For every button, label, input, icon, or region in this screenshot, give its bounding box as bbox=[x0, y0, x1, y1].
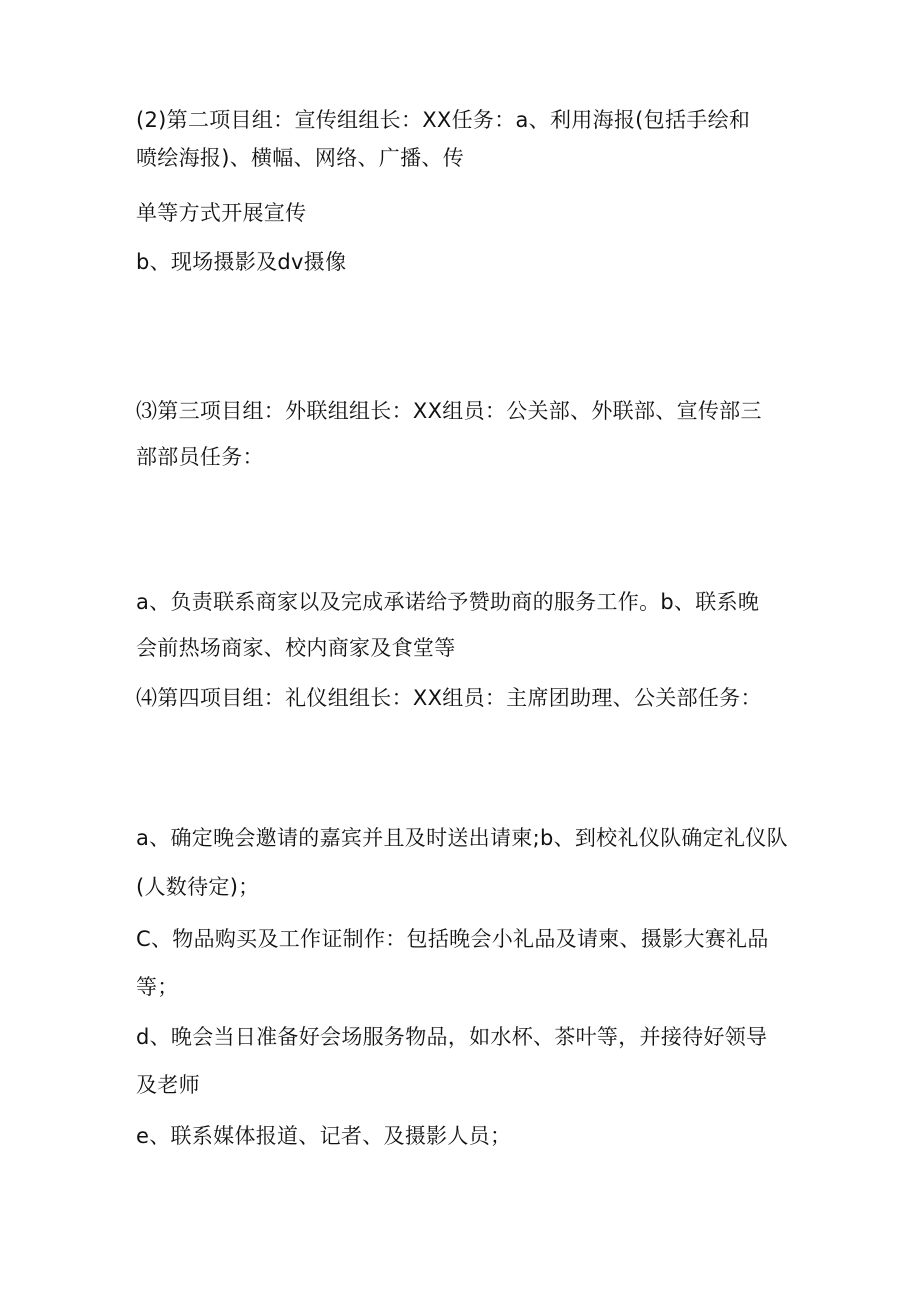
text-line: 部部员任务： bbox=[136, 445, 264, 469]
text-line: 喷绘海报)、横幅、网络、广播、传 bbox=[136, 146, 464, 170]
text-line: 及老师 bbox=[136, 1073, 200, 1097]
text-line: e、联系媒体报道、记者、及摄影人员； bbox=[136, 1124, 512, 1148]
text-line: C、物品购买及工作证制作：包括晚会小礼品及请柬、摄影大赛礼品 bbox=[136, 927, 769, 951]
text-line: (2)第二项目组：宣传组组长：XX任务：a、利用海报(包括手绘和 bbox=[136, 108, 751, 132]
text-line: d、晚会当日准备好会场服务物品，如水杯、茶叶等，并接待好领导 bbox=[136, 1025, 768, 1049]
text-line: 等； bbox=[136, 975, 179, 999]
text-line: ⑷第四项目组：礼仪组组长：XX组员：主席团助理、公关部任务： bbox=[136, 686, 762, 710]
text-line: a、确定晚会邀请的嘉宾并且及时送出请柬;b、到校礼仪队确定礼仪队 bbox=[136, 826, 788, 850]
text-line: (人数待定)； bbox=[136, 875, 260, 899]
text-line: 单等方式开展宣传 bbox=[136, 201, 307, 225]
text-line: 会前热场商家、校内商家及食堂等 bbox=[136, 636, 456, 660]
text-line: a、负责联系商家以及完成承诺给予赞助商的服务工作。b、联系晚 bbox=[136, 590, 760, 614]
text-line: ⑶第三项目组：外联组组长：XX组员：公关部、外联部、宣传部三 bbox=[136, 399, 762, 423]
text-line: b、现场摄影及dv摄像 bbox=[136, 250, 347, 274]
